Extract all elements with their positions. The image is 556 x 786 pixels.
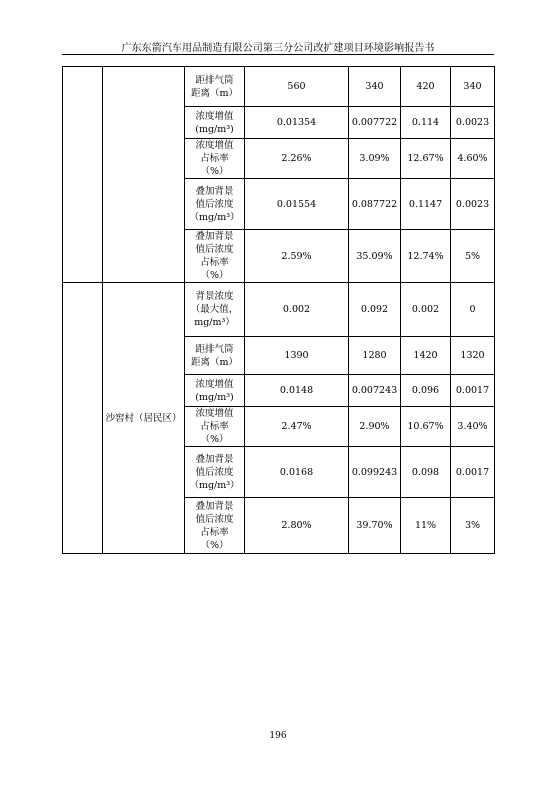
value-cell: 0.096 <box>401 375 451 407</box>
value-cell: 0.0017 <box>451 375 495 407</box>
value-cell: 0.01554 <box>245 179 349 230</box>
metric-label-line: （%） <box>200 434 229 445</box>
metric-label-line: 背景浓度 <box>195 291 234 302</box>
metric-label-line: 距离（m） <box>190 356 238 368</box>
metric-label-line: 叠加背景 <box>195 500 234 512</box>
metric-label-line: （最大值， <box>190 304 239 315</box>
table-row <box>63 283 495 337</box>
value-cell: 0.0148 <box>245 375 349 407</box>
value-cell: 1320 <box>451 337 495 375</box>
concentration-table <box>62 66 495 554</box>
value-cell: 0.007722 <box>349 107 401 139</box>
value-cell: 340 <box>349 67 401 107</box>
metric-label-line: 值后浓度 <box>195 466 234 478</box>
value-cell: 0.0017 <box>451 447 495 498</box>
metric-label-line: (mg/m³) <box>195 391 234 403</box>
value-cell: 340 <box>451 67 495 107</box>
value-cell: 2.80% <box>245 498 349 554</box>
value-cell: 3.09% <box>349 139 401 179</box>
value-cell: 1420 <box>401 337 451 375</box>
value-cell: 0.098 <box>401 447 451 498</box>
metric-label-line: 值后浓度 <box>195 244 234 255</box>
value-cell: 39.70% <box>349 498 401 554</box>
value-cell: 0.114 <box>401 107 451 139</box>
value-cell: 0.007243 <box>349 375 401 407</box>
value-cell: 1390 <box>245 337 349 375</box>
value-cell: 0.092 <box>349 283 401 337</box>
value-cell: 0.002 <box>245 283 349 337</box>
table-body <box>63 67 495 554</box>
value-cell: 4.60% <box>451 139 495 179</box>
value-cell: 0.0023 <box>451 179 495 230</box>
metric-label-line: 叠加背景 <box>195 231 234 242</box>
metric-label-cell <box>185 447 245 498</box>
value-cell: 2.26% <box>245 139 349 179</box>
value-cell: 1280 <box>349 337 401 375</box>
metric-label-cell <box>185 230 245 283</box>
value-cell: 0.002 <box>401 283 451 337</box>
location-cell <box>103 67 185 283</box>
value-cell: 0.087722 <box>349 179 401 230</box>
value-cell: 10.67% <box>401 407 451 447</box>
value-cell: 2.59% <box>245 230 349 283</box>
value-cell: 0.0168 <box>245 447 349 498</box>
metric-label-line: （%） <box>200 166 229 177</box>
table-row <box>63 67 495 107</box>
metric-label-line: 浓度增值 <box>195 378 234 390</box>
metric-label-cell <box>185 67 245 107</box>
metric-label-cell <box>185 375 245 407</box>
metric-label-cell <box>185 139 245 179</box>
value-cell: 0.1147 <box>401 179 451 230</box>
report-header: 广东东箭汽车用品制造有限公司第三分公司改扩建项目环境影响报告书 <box>121 43 435 54</box>
metric-label-line: 占标率 <box>200 153 229 164</box>
value-cell: 2.47% <box>245 407 349 447</box>
metric-label-line: 叠加背景 <box>195 453 234 465</box>
metric-label-line: 浓度增值 <box>195 140 234 151</box>
metric-label-line: 距离（m） <box>190 87 238 99</box>
metric-label-line: 浓度增值 <box>195 408 234 419</box>
metric-label-line: 占标率 <box>200 421 229 432</box>
metric-label-line: 距排气筒 <box>195 343 234 355</box>
metric-label-line: 叠加背景 <box>195 185 234 197</box>
value-cell: 35.09% <box>349 230 401 283</box>
empty-left-cell <box>63 67 103 283</box>
value-cell: 3.40% <box>451 407 495 447</box>
metric-label-line: （%） <box>200 539 229 551</box>
metric-label-line: (mg/m³) <box>195 123 234 135</box>
value-cell: 0.0023 <box>451 107 495 139</box>
metric-label-line: 距排气筒 <box>195 74 234 86</box>
value-cell: 420 <box>401 67 451 107</box>
metric-label-line: （%） <box>200 270 229 281</box>
header-divider <box>62 54 494 55</box>
value-cell: 0 <box>451 283 495 337</box>
metric-label-cell <box>185 283 245 337</box>
value-cell: 5% <box>451 230 495 283</box>
empty-left-cell <box>63 283 103 554</box>
page-number: 196 <box>269 731 287 741</box>
value-cell: 12.74% <box>401 230 451 283</box>
value-cell: 3% <box>451 498 495 554</box>
value-cell: 11% <box>401 498 451 554</box>
metric-label-cell <box>185 107 245 139</box>
metric-label-line: 值后浓度 <box>195 198 234 210</box>
metric-label-line: 值后浓度 <box>195 513 234 525</box>
metric-label-cell <box>185 498 245 554</box>
value-cell: 12.67% <box>401 139 451 179</box>
metric-label-cell <box>185 179 245 230</box>
metric-label-cell <box>185 407 245 447</box>
metric-label-line: mg/m³） <box>194 317 235 328</box>
metric-label-line: 占标率 <box>200 257 229 268</box>
value-cell: 2.90% <box>349 407 401 447</box>
metric-label-cell <box>185 337 245 375</box>
metric-label-line: （mg/m³） <box>189 479 240 491</box>
metric-label-line: 浓度增值 <box>195 110 234 122</box>
value-cell: 0.01354 <box>245 107 349 139</box>
metric-label-line: 占标率 <box>200 526 229 538</box>
metric-label-line: （mg/m³） <box>189 211 240 223</box>
location-cell: 沙窖村（居民区） <box>103 283 185 554</box>
value-cell: 560 <box>245 67 349 107</box>
value-cell: 0.099243 <box>349 447 401 498</box>
